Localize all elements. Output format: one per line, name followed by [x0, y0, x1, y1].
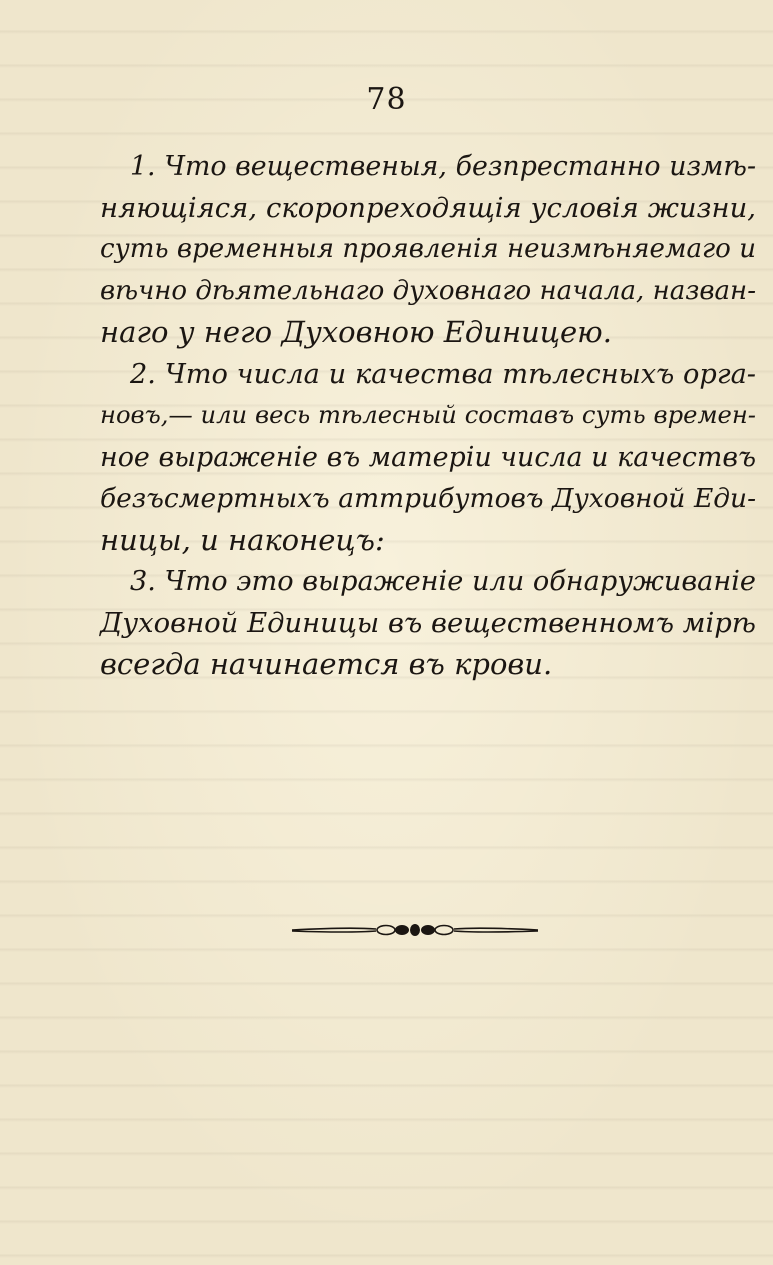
text-line: суть временныя проявленія неизмѣняемаго и — [100, 234, 756, 264]
text-line: ное выраженіе въ матеріи числа и качествъ — [100, 441, 756, 473]
text-line: 3. Что это выраженіе или обнаруживаніе — [130, 566, 756, 597]
paragraph-3 — [100, 561, 756, 686]
page-number: 78 — [366, 82, 407, 117]
body-text — [100, 146, 756, 686]
text-line: безъсмертныхъ аттрибутовъ Духовной Еди- — [100, 483, 756, 514]
text-line: всегда начинается въ крови. — [100, 647, 553, 681]
text-line: 2. Что числа и качества тѣлесныхъ орга- — [130, 358, 756, 390]
text-line: новъ,— или весь тѣлесный составъ суть времен- — [100, 401, 756, 429]
text-line: няющіяся, скоропреходящія условія жизни, — [100, 192, 756, 224]
text-line: Духовной Единицы въ вещественномъ мірѣ — [100, 607, 756, 639]
paragraph-1 — [100, 146, 756, 354]
text-line: вѣчно дѣятельнаго духовнаго начала, назван- — [100, 275, 756, 306]
text-line: наго у него Духовною Единицею. — [100, 315, 612, 349]
text-line: ницы, и наконецъ: — [100, 522, 385, 557]
text-line: 1. Что вещественыя, безпрестанно измѣ- — [130, 151, 756, 182]
tailpiece-ornament-icon — [290, 918, 540, 942]
paragraph-2 — [100, 354, 756, 562]
